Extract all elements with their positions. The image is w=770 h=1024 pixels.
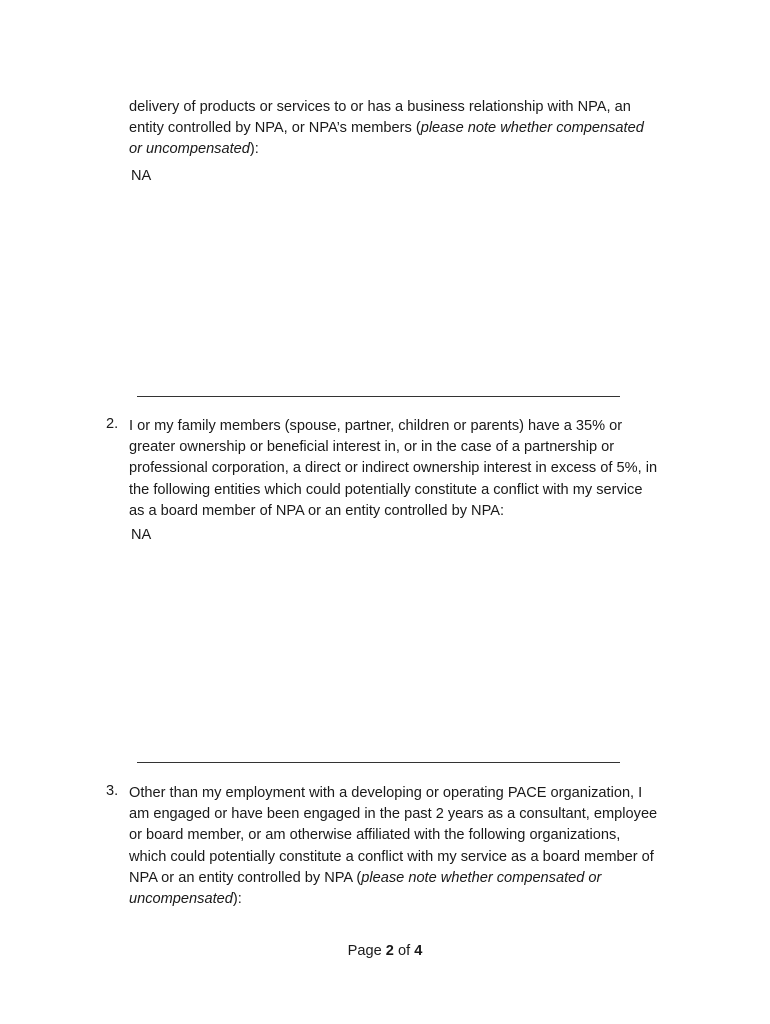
section-1-body: delivery of products or services to or has a business relationship with NPA, an entity controlled by NPA, or NPA’s members ( bbox=[129, 99, 631, 137]
section-3-italic-note: please note whether compensated or uncompensated bbox=[129, 869, 602, 908]
section-2-answer[interactable]: NA bbox=[131, 527, 152, 543]
page-footer bbox=[0, 943, 770, 959]
section-2-number: 2. bbox=[106, 416, 119, 432]
section-3-body: Other than my employment with a developing or operating PACE organization, I am engaged or have been engaged in the past 2 years as a consultant, employee or board member, or am otherwise affiliated with the following organizations, which could potentially constitute a conflict with my service as a board member of NPA or an entity controlled by NPA ( bbox=[129, 785, 658, 886]
section-2-answer-line bbox=[137, 762, 620, 763]
current-page-number: 2 bbox=[385, 943, 394, 959]
section-2-text: I or my family members (spouse, partner, children or parents) have a 35% or greater ownership or beneficial interest in, or in the case of a partnership or professional corporation, a direct or indirect ownership interest in excess of 5%, in the following entities which could potentially constitute a conflict with my service as a board member of NPA or an entity controlled by NPA: bbox=[129, 418, 658, 519]
section-1-suffix: ): bbox=[249, 141, 259, 158]
of-label: of bbox=[397, 943, 411, 959]
section-1-text bbox=[129, 97, 659, 161]
section-1-answer[interactable]: NA bbox=[131, 168, 152, 184]
section-3-text bbox=[129, 783, 659, 910]
page-label: Page bbox=[347, 943, 382, 959]
section-3-number: 3. bbox=[106, 783, 119, 799]
section-1-italic-note: please note whether compensated or uncompensated bbox=[129, 120, 644, 158]
section-3-suffix: ): bbox=[232, 891, 242, 908]
section-1-answer-line bbox=[137, 396, 620, 397]
total-pages-number: 4 bbox=[414, 943, 423, 959]
